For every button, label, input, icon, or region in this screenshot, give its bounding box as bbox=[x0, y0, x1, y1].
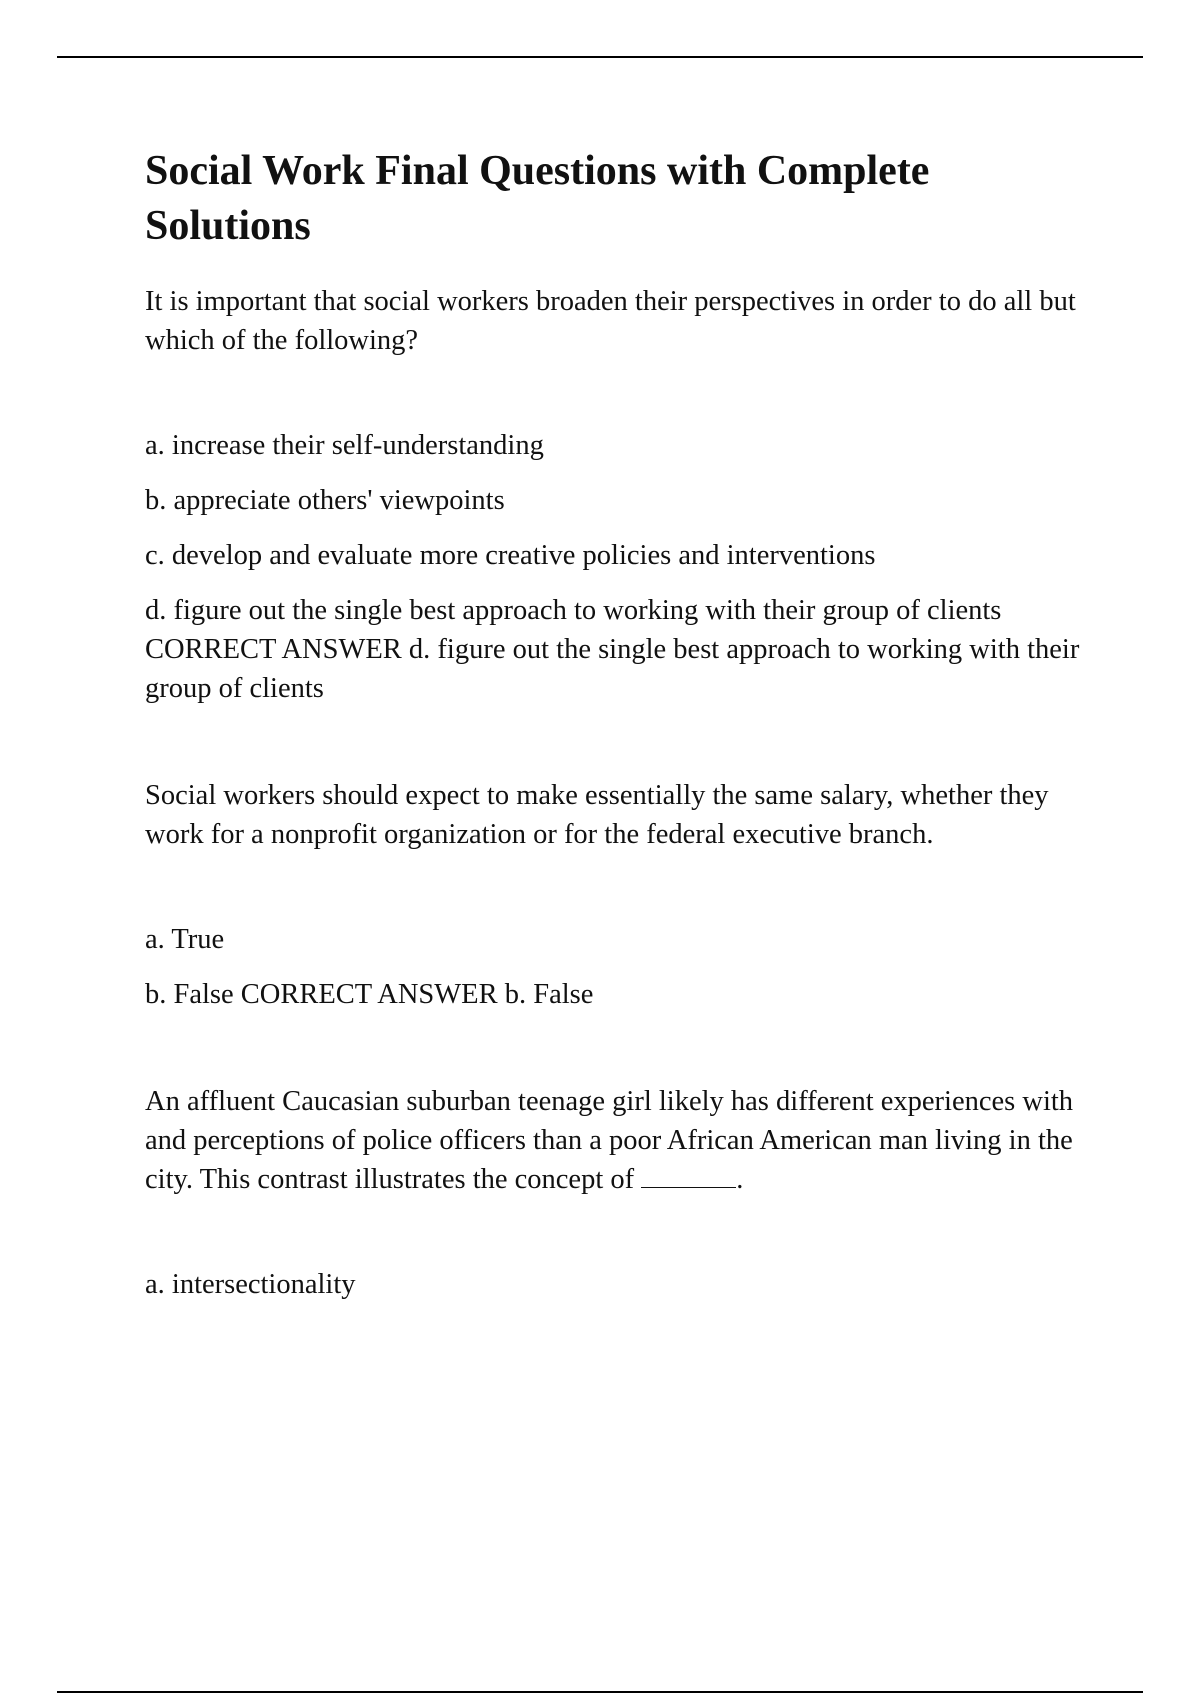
question-2-prompt: Social workers should expect to make essentially the same salary, whether they work for a nonprofit organization or for the federal executive branch. bbox=[145, 780, 1049, 850]
question-2-option-b: b. False CORRECT ANSWER b. False bbox=[145, 979, 594, 1010]
question-1-option-a: a. increase their self-understanding bbox=[145, 430, 544, 461]
question-3-prompt-end: . bbox=[736, 1164, 744, 1195]
question-3-option-a: a. intersectionality bbox=[145, 1269, 356, 1300]
bottom-rule bbox=[57, 1691, 1143, 1693]
question-3-prompt bbox=[145, 1082, 1085, 1199]
question-3-prompt-text: An affluent Caucasian suburban teenage girl likely has different experiences with and perceptions of police officers than a poor African American man living in the city. This contrast illustrates the concept of bbox=[145, 1086, 1074, 1195]
question-1-prompt: It is important that social workers broaden their perspectives in order to do all but which of the following? bbox=[145, 286, 1076, 356]
question-2-option-a: a. True bbox=[145, 924, 225, 955]
page-content bbox=[145, 144, 1085, 1304]
question-1-option-c: c. develop and evaluate more creative policies and interventions bbox=[145, 540, 876, 571]
question-1-option-b: b. appreciate others' viewpoints bbox=[145, 485, 505, 516]
top-rule bbox=[57, 56, 1143, 58]
question-1-option-d: d. figure out the single best approach to working with their group of clients CORRECT ANSWER d. figure out the single best approach to working with their group of clients bbox=[145, 595, 1080, 704]
document-title: Social Work Final Questions with Complete Solutions bbox=[145, 148, 930, 249]
answer-blank bbox=[641, 1163, 736, 1188]
